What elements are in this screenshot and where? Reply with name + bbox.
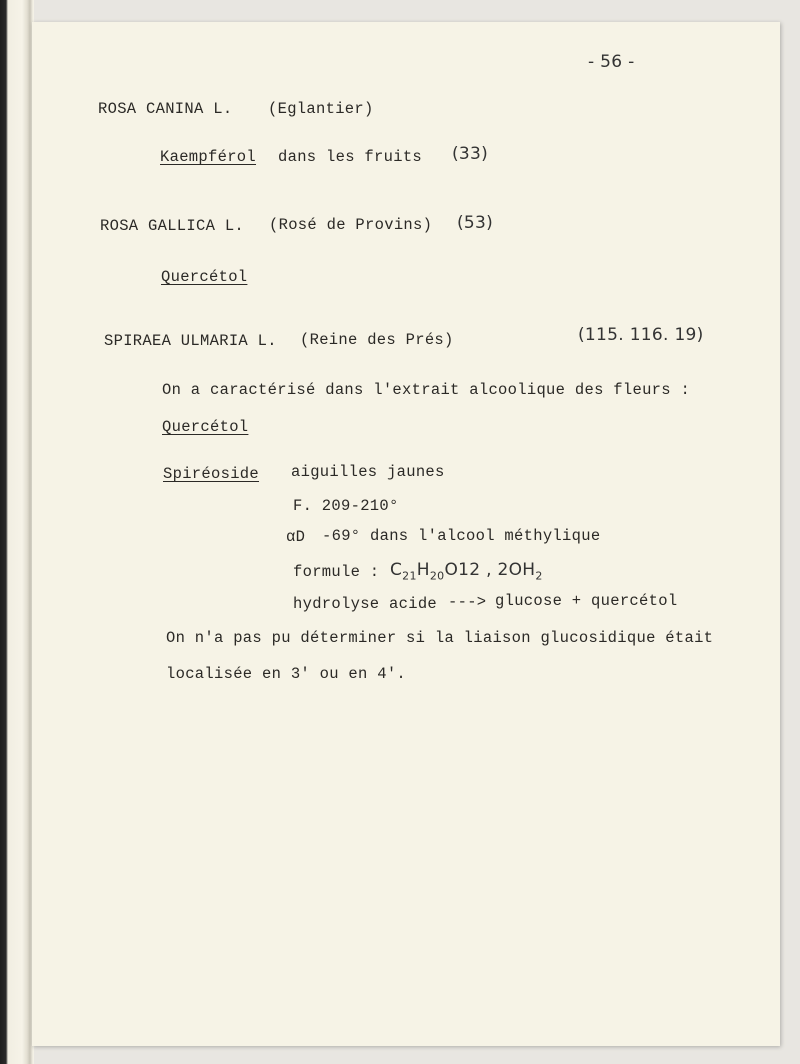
compound-quercetol-spiraea: Quercétol	[162, 418, 249, 436]
prop-formula-label: formule :	[293, 563, 380, 581]
ref-rosa-canina: (33)	[452, 144, 489, 164]
compound-spireoside: Spiréoside	[163, 465, 260, 483]
note-fruits: dans les fruits	[278, 148, 423, 166]
common-name-reine-des-pres: (Reine des Prés)	[300, 331, 454, 349]
ref-rosa-gallica: (53)	[457, 213, 494, 233]
intro-extract: On a caractérisé dans l'extrait alcoolique des fleurs :	[162, 381, 691, 399]
ref-spiraea: (115. 116. 19)	[578, 325, 704, 345]
common-name-rose-provins: (Rosé de Provins)	[269, 216, 433, 234]
prop-hydrolysis-products: glucose + quercétol	[495, 592, 678, 610]
compound-kaempferol: Kaempférol	[160, 148, 257, 166]
prop-rotation: -69° dans l'alcool méthylique	[322, 527, 601, 545]
prop-melting-point: F. 209-210°	[293, 497, 399, 515]
prop-needles: aiguilles jaunes	[291, 463, 445, 481]
species-rosa-canina: ROSA CANINA L.	[98, 100, 233, 118]
prop-formula: $C_{21}H_{20}O12$ , $2OH_2$	[390, 560, 543, 583]
compound-quercetol-gallica: Quercétol	[161, 268, 248, 286]
book-binding	[0, 0, 34, 1064]
prop-hydrolysis: hydrolyse acide	[293, 595, 438, 613]
page-number: - 56 -	[588, 52, 635, 72]
species-rosa-gallica: ROSA GALLICA L.	[100, 217, 245, 235]
document-page	[32, 22, 780, 1046]
conclusion-line-2: localisée en 3' ou en 4'.	[166, 665, 407, 683]
conclusion-line-1: On n'a pas pu déterminer si la liaison glucosidique était	[166, 629, 714, 647]
common-name-eglantier: (Eglantier)	[268, 100, 374, 118]
rotation-symbol: αD	[286, 528, 306, 546]
species-spiraea-ulmaria: SPIRAEA ULMARIA L.	[104, 332, 277, 350]
arrow-icon: --->	[448, 593, 487, 611]
